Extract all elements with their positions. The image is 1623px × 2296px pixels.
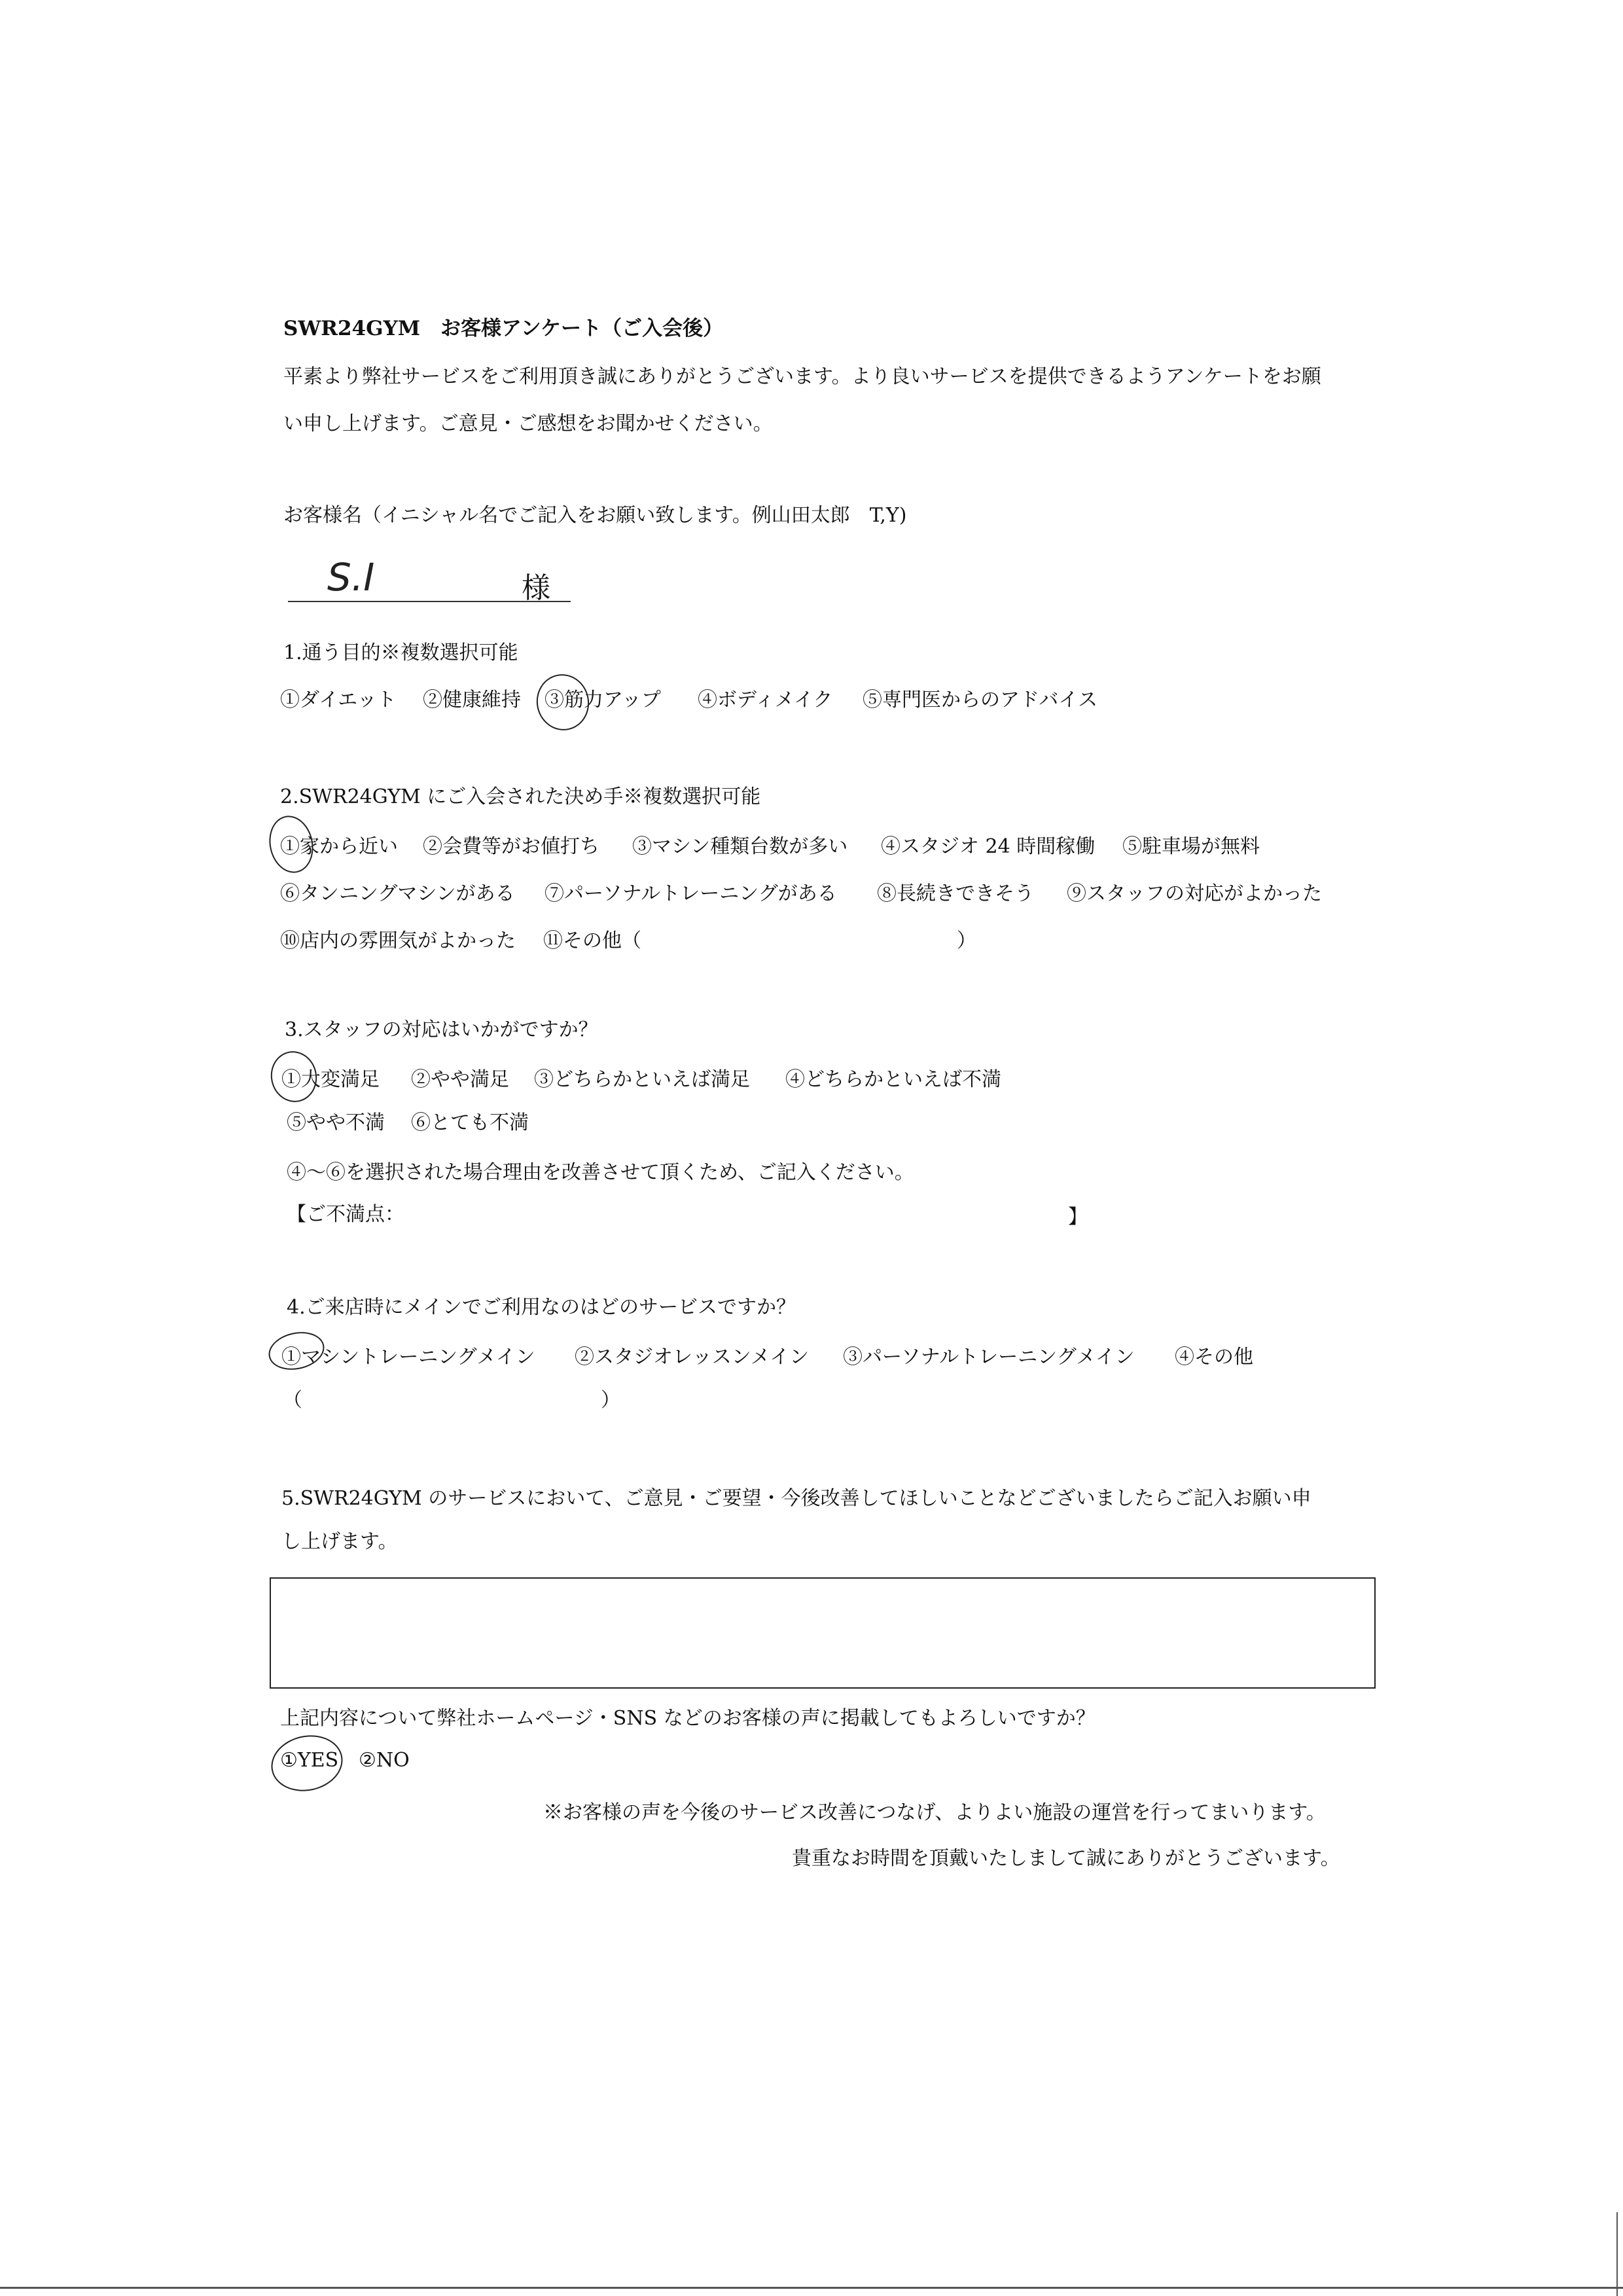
q1-option: ①ダイエット bbox=[280, 689, 397, 711]
q2-option: ⑥タンニングマシンがある bbox=[280, 882, 515, 905]
q3-question: 3.スタッフの対応はいかがですか？ bbox=[285, 1018, 598, 1041]
q4-question: 4.ご来店時にメインでご利用なのはどのサービスですか？ bbox=[287, 1296, 796, 1319]
survey-title: SWR24GYM お客様アンケート（ご入会後） bbox=[283, 317, 724, 340]
q3-option: ⑤やや不満 bbox=[287, 1111, 385, 1134]
customer-name-handwritten: S.I bbox=[327, 555, 375, 600]
intro-text-line2: い申し上げます。ご意見・ご感想をお聞かせください。 bbox=[283, 412, 773, 435]
customer-name-label: お客様名（イニシャル名でご記入をお願い致します。例山田太郎 T,Y) bbox=[283, 504, 907, 527]
q1-option: ⑤専門医からのアドバイス bbox=[863, 689, 1098, 711]
q5-question-line1: 5.SWR24GYM のサービスにおいて、ご意見・ご要望・今後改善してほしいことなどございましたらご記入お願い申 bbox=[281, 1487, 1311, 1510]
q4-option: ①マシントレーニングメイン bbox=[281, 1346, 535, 1369]
q2-option: ③マシン種類台数が多い bbox=[632, 835, 848, 858]
q3-option: ④どちらかといえば不満 bbox=[785, 1068, 1001, 1091]
q3-option: ①大変満足 bbox=[281, 1068, 380, 1091]
q3-option: ②やや満足 bbox=[411, 1068, 509, 1091]
q1-selected-circle bbox=[531, 670, 594, 736]
q2-selected-circle bbox=[264, 812, 319, 877]
q2-option: ⑩店内の雰囲気がよかった bbox=[280, 929, 516, 952]
q4-other-open-paren: （ bbox=[283, 1389, 302, 1412]
q5-question-line2: し上げます。 bbox=[281, 1530, 398, 1553]
q3-note: ④～⑥を選択された場合理由を改善させて頂くため、ご記入ください。 bbox=[287, 1161, 914, 1184]
intro-text-line1: 平素より弊社サービスをご利用頂き誠にありがとうございます。より良いサービスを提供できるようアンケートをお願 bbox=[283, 365, 1321, 388]
consent-option-no: ②NO bbox=[359, 1749, 410, 1772]
q2-option: ⑦パーソナルトレーニングがある bbox=[544, 882, 837, 905]
q2-option: ⑨スタッフの対応がよかった bbox=[1067, 882, 1322, 905]
q4-option: ④その他 bbox=[1175, 1346, 1253, 1369]
q2-question: 2.SWR24GYM にご入会された決め手※複数選択可能 bbox=[280, 785, 761, 808]
customer-honorific: 様 bbox=[522, 571, 550, 605]
q4-other-close-paren: ） bbox=[601, 1389, 620, 1412]
q1-option: ④ボディメイク bbox=[698, 689, 833, 711]
consent-question: 上記内容について弊社ホームページ・SNS などのお客様の声に掲載してもよろしいですか？ bbox=[280, 1707, 1096, 1730]
consent-option-yes: ①YES bbox=[280, 1749, 339, 1772]
q4-option: ③パーソナルトレーニングメイン bbox=[843, 1346, 1135, 1369]
q3-option: ⑥とても不満 bbox=[411, 1111, 529, 1134]
scan-right-edge bbox=[1616, 2212, 1618, 2296]
name-underline bbox=[288, 601, 571, 602]
q2-other-close-paren: ） bbox=[957, 929, 976, 952]
q2-option: ②会費等がお値打ち bbox=[423, 835, 599, 858]
q2-option: ⑧長続きできそう bbox=[877, 882, 1034, 905]
consent-selected-circle bbox=[266, 1729, 348, 1797]
q1-option: ②健康維持 bbox=[423, 689, 521, 711]
q2-option: ⑤駐車場が無料 bbox=[1122, 835, 1260, 858]
q1-question: 1.通う目的※複数選択可能 bbox=[283, 641, 518, 664]
q3-complaint-close: 】 bbox=[1068, 1206, 1088, 1229]
q4-option: ②スタジオレッスンメイン bbox=[575, 1346, 810, 1369]
q1-option: ③筋力アップ bbox=[544, 689, 661, 711]
footer-note-1: ※お客様の声を今後のサービス改善につなげ、よりよい施設の運営を行ってまいります。 bbox=[543, 1801, 1326, 1824]
q5-answer-box[interactable] bbox=[270, 1577, 1376, 1689]
footer-note-2: 貴重なお時間を頂戴いたしまして誠にありがとうございます。 bbox=[792, 1847, 1340, 1870]
q2-option: ①家から近い bbox=[280, 835, 398, 858]
q2-option-other: ⑪その他（ bbox=[543, 929, 641, 952]
scan-bottom-edge bbox=[0, 2287, 1623, 2289]
q2-option: ④スタジオ 24 時間稼働 bbox=[881, 835, 1096, 858]
q3-complaint-label: 【ご不満点： bbox=[287, 1203, 404, 1226]
q3-selected-circle bbox=[266, 1047, 322, 1107]
q3-option: ③どちらかといえば満足 bbox=[534, 1068, 750, 1091]
